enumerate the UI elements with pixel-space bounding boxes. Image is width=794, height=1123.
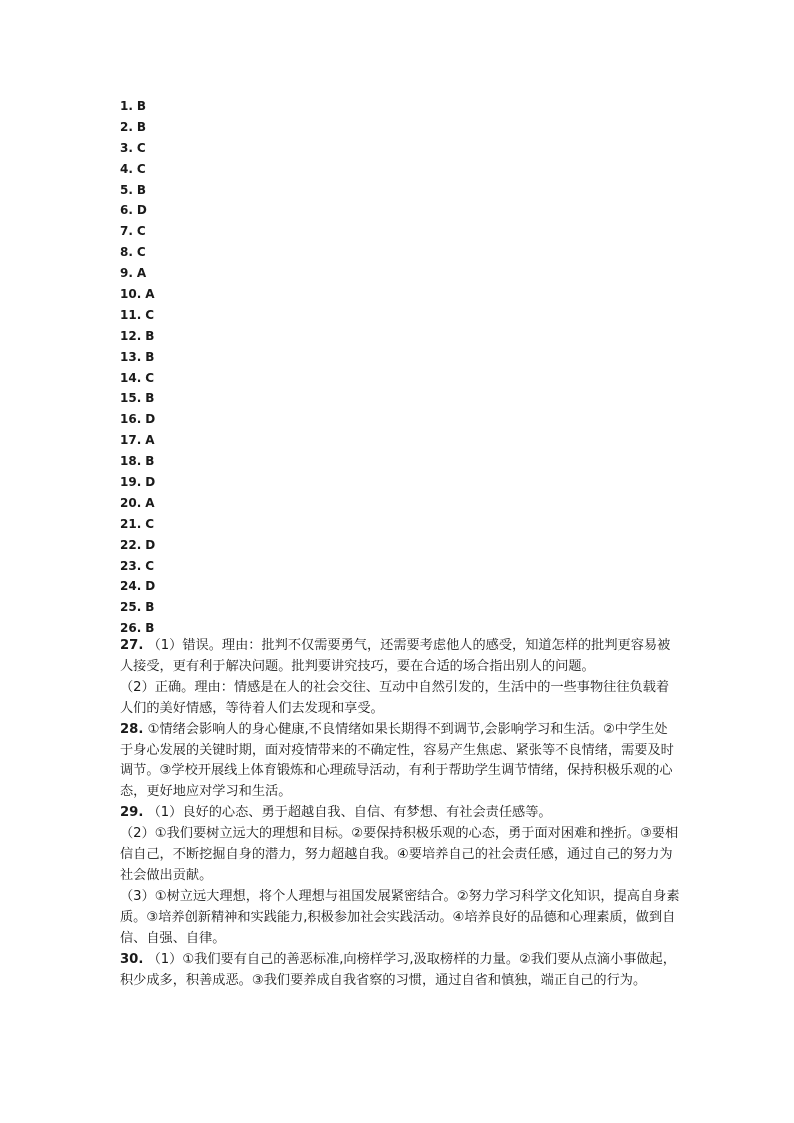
answer-letter: C [145, 558, 155, 573]
answer-letter: B [145, 621, 155, 636]
answer-paragraph [120, 636, 680, 678]
answer-item [120, 200, 320, 221]
answer-letter: B [145, 454, 155, 469]
answer-item [120, 388, 320, 409]
answer-letter: A [136, 266, 147, 281]
question-number: 25. [120, 600, 142, 615]
answer-text: （2）①我们要树立远大的理想和目标。②要保持积极乐观的心态，勇于面对困难和挫折。③要相信自己，不断挖掘自身的潜力，努力超越自我。④要培养自己的社会责任感，通过自己的努力为社会做出贡献。 [120, 826, 679, 883]
answer-letter: A [145, 495, 155, 510]
question-number: 9. [120, 266, 133, 281]
question-number: 3. [120, 140, 133, 155]
answer-text: （3）①树立远大理想，将个人理想与祖国发展紧密结合。②努力学习科学文化知识，提高自身素质。③培养创新精神和实践能力,积极参加社会实践活动。④培养良好的品德和心理素质，做到自信、自强、自律。 [120, 888, 680, 946]
answer-paragraph [120, 887, 680, 950]
answer-letter: D [145, 412, 156, 427]
answer-item [120, 326, 320, 347]
question-number: 19. [120, 475, 142, 490]
answer-text: （2）正确。理由：情感是在人的社会交往、互动中自然引发的，生活中的一些事物往往负载着人们的美好情感，等待着人们去发现和享受。 [120, 679, 670, 716]
essay-answers [120, 636, 680, 991]
answer-letter: C [136, 161, 146, 176]
answer-text: （1）错误。理由：批判不仅需要勇气，还需要考虑他人的感受，知道怎样的批判更容易被人接受，更有利于解决问题。批判要讲究技巧，要在合适的场合指出别人的问题。 [120, 638, 671, 674]
answer-item [120, 493, 320, 514]
answer-letter: B [145, 328, 155, 343]
question-number: 23. [120, 558, 142, 573]
multiple-choice-answers [120, 96, 320, 639]
answer-item [120, 368, 320, 389]
question-number: 27. [120, 638, 144, 653]
answer-text: （1）良好的心态、勇于超越自我、自信、有梦想、有社会责任感等。 [147, 805, 552, 821]
answer-paragraph [120, 950, 680, 992]
answer-item [120, 305, 320, 326]
answer-letter: D [145, 537, 156, 552]
answer-paragraph [120, 824, 680, 887]
answer-item [120, 180, 320, 201]
question-number: 18. [120, 454, 142, 469]
answer-item [120, 514, 320, 535]
question-number: 1. [120, 99, 133, 113]
answer-letter: C [145, 370, 155, 385]
answer-item [120, 556, 320, 577]
question-number: 13. [120, 349, 142, 364]
question-number: 12. [120, 328, 142, 343]
question-number: 11. [120, 307, 142, 322]
question-number: 21. [120, 516, 142, 531]
answer-letter: A [145, 287, 155, 302]
answer-item [120, 263, 320, 284]
answer-text: （1）①我们要有自己的善恶标准,向榜样学习,汲取榜样的力量。②我们要从点滴小事做起，积少成多，积善成恶。③我们要养成自我省察的习惯，通过自省和慎独，端正自己的行为。 [120, 951, 676, 988]
answer-item [120, 347, 320, 368]
answer-item [120, 535, 320, 556]
answer-letter: B [145, 349, 155, 364]
question-number: 7. [120, 224, 133, 239]
answer-letter: D [136, 203, 147, 218]
answer-item [120, 576, 320, 597]
question-number: 10. [120, 287, 142, 302]
answer-item [120, 117, 320, 138]
answer-paragraph [120, 720, 680, 804]
question-number: 26. [120, 621, 142, 636]
answer-letter: B [145, 391, 155, 406]
answer-letter: C [136, 140, 146, 155]
question-number: 2. [120, 119, 133, 134]
answer-text: ①情绪会影响人的身心健康,不良情绪如果长期得不到调节,会影响学习和生活。②中学生处于身心发展的关键时期，面对疫情带来的不确定性，容易产生焦虑、紧张等不良情绪，需要及时调节。③学校开展线上体育锻炼和心理疏导活动，有利于帮助学生调节情绪，保持积极乐观的心态，更好地应对学习和生活。 [120, 721, 674, 800]
answer-letter: A [145, 433, 155, 448]
question-number: 28. [120, 721, 144, 737]
question-number: 30. [120, 951, 144, 967]
answer-letter: B [136, 99, 147, 113]
question-number: 29. [120, 805, 144, 821]
answer-item [120, 472, 320, 493]
answer-item [120, 221, 320, 242]
answer-letter: C [145, 307, 155, 322]
question-number: 17. [120, 433, 142, 448]
answer-paragraph [120, 678, 680, 720]
question-number: 24. [120, 579, 142, 594]
answer-letter: D [145, 579, 156, 594]
answer-item [120, 284, 320, 305]
question-number: 5. [120, 182, 133, 197]
answer-item [120, 597, 320, 618]
question-number: 16. [120, 412, 142, 427]
question-number: 14. [120, 370, 142, 385]
answer-item [120, 451, 320, 472]
answer-item [120, 159, 320, 180]
question-number: 4. [120, 161, 133, 176]
answer-letter: C [145, 516, 155, 531]
answer-paragraph [120, 803, 680, 824]
question-number: 6. [120, 203, 133, 218]
answer-letter: B [145, 600, 155, 615]
answer-item [120, 242, 320, 263]
answer-letter: D [145, 475, 156, 490]
answer-item [120, 409, 320, 430]
answer-letter: B [136, 182, 147, 197]
answer-item [120, 96, 320, 117]
question-number: 22. [120, 537, 142, 552]
answer-letter: B [136, 119, 147, 134]
answer-item [120, 138, 320, 159]
question-number: 20. [120, 495, 142, 510]
answer-letter: C [136, 224, 146, 239]
answer-letter: C [136, 245, 146, 260]
question-number: 8. [120, 245, 133, 260]
answer-item [120, 430, 320, 451]
question-number: 15. [120, 391, 142, 406]
